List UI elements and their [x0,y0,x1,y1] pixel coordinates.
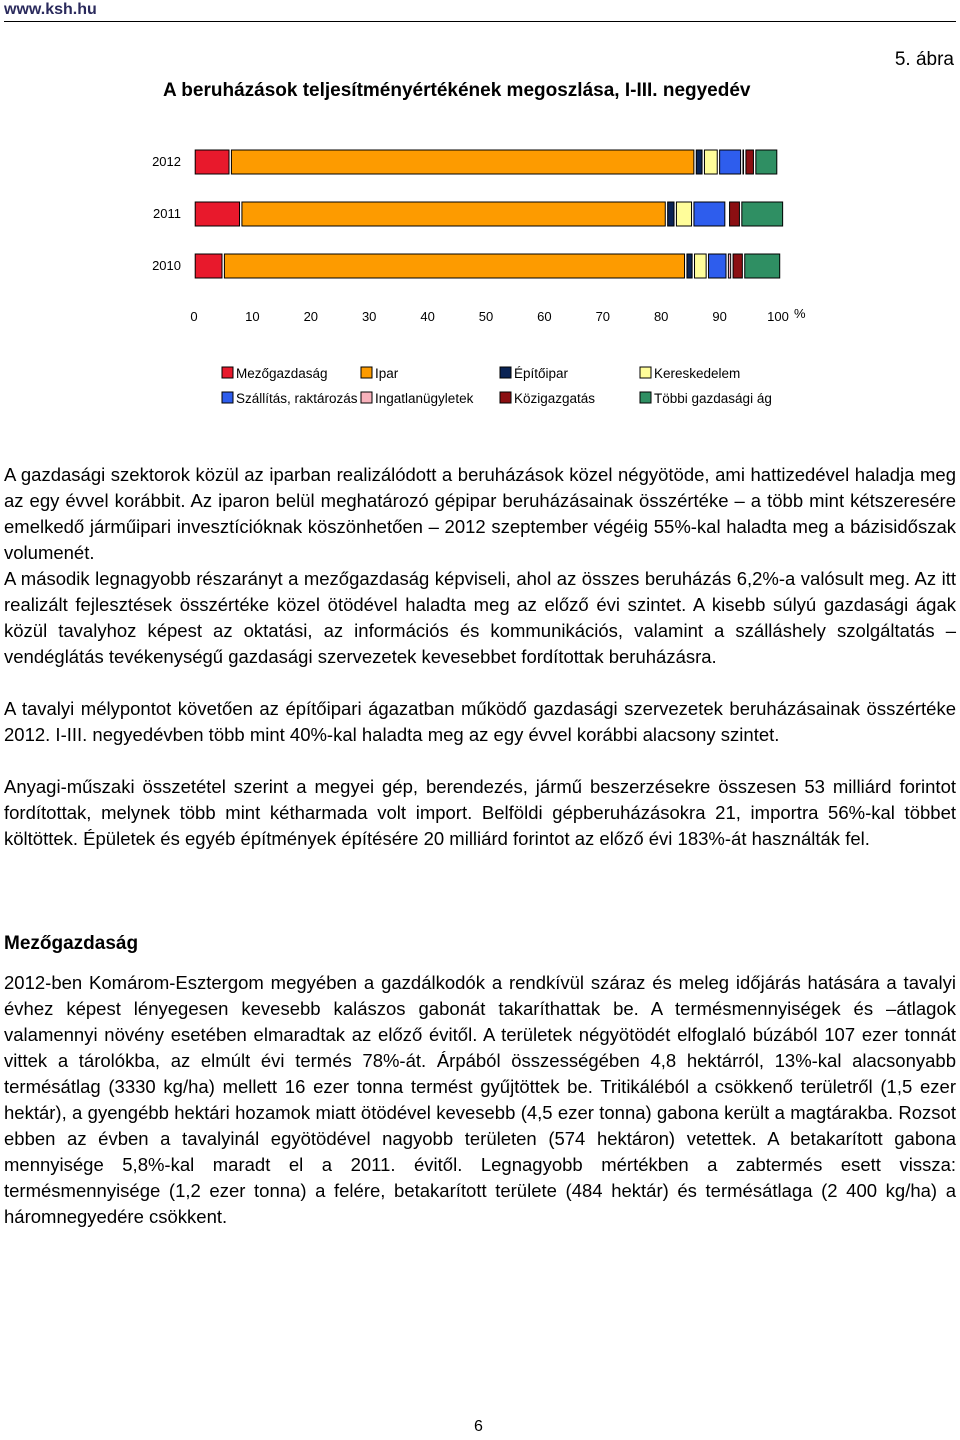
legend-label-5: Ingatlanügyletek [375,391,474,406]
bar-segment-2011-6 [730,202,740,226]
x-tick-label-40: 40 [420,309,435,324]
page-number: 6 [474,1418,483,1435]
x-tick-label-90: 90 [712,309,727,324]
bar-segment-2010-7 [745,254,780,278]
x-tick-label-20: 20 [303,309,319,324]
bar-segment-2012-1 [231,150,693,174]
x-tick-label-10: 10 [245,309,260,324]
paragraph-2: A második legnagyobb részarányt a mezőgazdaság képviseli, ahol az összes beruházás 6,2%-a valósult meg. Az itt realizált fejlesztések összértéke közel ötödével haladta meg az előző évi szintet. A kisebb súlyú gazdasági ágak közül tavalyhoz képest az oktatási, az információs és kommunikációs, valamint a szálláshely szolgáltatás – vendéglátás tevékenységű gazdasági szervezetek kevesebbet fordítottak beruházásra. [4,568,956,667]
bar-segment-2012-5 [743,150,744,174]
legend-label-2: Építőipar [514,366,569,381]
bar-segment-2011-3 [676,202,691,226]
x-tick-label-30: 30 [361,309,377,324]
bar-segment-2011-2 [668,202,674,226]
legend-swatch-4 [222,392,233,403]
figure-number: 5. ábra [894,49,954,70]
legend-swatch-1 [361,367,372,378]
chart-title: A beruházások teljesítményértékének megoszlása, I-III. negyedév [163,80,751,101]
x-tick-label-0: 0 [190,309,198,324]
x-tick-label-50: 50 [478,309,494,324]
header-rule [4,21,956,22]
category-label-2011: 2011 [153,206,181,221]
paragraph-3: A tavalyi mélypontot követően az építőipari ágazatban működő gazdasági szervezetek beruházásainak összértéke 2012. I-III. negyedévben több mint 40%-kal haladta meg az egy évvel korábbi alacsony szintet. [4,698,956,745]
site-url[interactable]: www.ksh.hu [4,1,97,18]
bar-segment-2012-6 [746,150,754,174]
bar-segment-2012-3 [704,150,717,174]
bar-segment-2010-2 [687,254,692,278]
legend-swatch-0 [222,367,233,378]
paragraph-1: A gazdasági szektorok közül az iparban realizálódott a beruházások közel négyötöde, ami hattizedével haladja meg az egy évvel korábbit. Az iparon belül meghatározó gépipar beruházásainak összértéke – a több mint kétszeresére emelkedő járműipari invesztícióknak köszönhetően – 2012 szeptember végéig 55%-kal haladta meg a bázisidőszak volumenét. [4,464,956,563]
bar-segment-2012-7 [756,150,777,174]
legend-label-1: Ipar [375,366,399,381]
bar-segment-2011-7 [742,202,783,226]
bar-segment-2010-3 [695,254,707,278]
legend-swatch-7 [640,392,651,403]
bar-segment-2012-2 [696,150,702,174]
legend-label-0: Mezőgazdaság [236,366,328,381]
category-label-2010: 2010 [152,258,181,273]
x-tick-label-80: 80 [653,309,669,324]
legend-label-3: Kereskedelem [654,366,741,381]
legend-swatch-3 [640,367,651,378]
bar-segment-2011-0 [195,202,239,226]
x-tick-label-60: 60 [537,309,552,324]
bar-segment-2010-4 [709,254,726,278]
x-unit-label: % [794,306,806,321]
legend-swatch-6 [500,392,511,403]
bar-segment-2012-0 [195,150,229,174]
bar-segment-2010-0 [195,254,222,278]
category-label-2012: 2012 [152,154,181,169]
bar-segment-2010-1 [224,254,684,278]
legend-label-7: Többi gazdasági ág [654,391,772,406]
legend-label-4: Szállítás, raktározás [236,391,358,406]
bar-segment-2010-5 [728,254,730,278]
bar-segment-2011-1 [242,202,665,226]
x-tick-label-100: 100 [767,309,789,324]
legend-swatch-5 [361,392,372,403]
stacked-bar-chart [0,130,960,430]
legend-label-6: Közigazgatás [514,391,596,406]
bar-segment-2011-4 [694,202,725,226]
section-paragraph-1: 2012-ben Komárom-Esztergom megyében a gazdálkodók a rendkívül száraz és meleg időjárás hatására a tavalyi évhez képest lényegesen kevesebb kalászos gabonát takaríthattak be. A termésmennyiségek és –átlagok valamennyi növény esetében elmaradtak az előző évitől. A területek négyötödét elfoglaló búzából 107 ezer tonnát vittek a tárolókba, az elmúlt évi termés 78%-át. Árpából összességében 4,8 hektárról, 13%-kal alacsonyabb termésátlag (3330 kg/ha) mellett 16 ezer tonna termést gyűjtöttek be. Tritikáléból a csökkenő területről (1,5 ezer hektár), a gyengébb hektári hozamok miatt ötödével kevesebb (4,5 ezer tonna) gabona került a magtárakba. Rozsot ebben az évben a tavalyinál egyötödével nagyobb területen (574 hektáron) vetettek. A betakarított gabona mennyisége 5,8%-kal maradt el a 2011. évitől. Legnagyobb mértékben a zabtermés esett vissza: termésmennyisége (1,2 ezer tonna) a felére, betakarított területe (484 hektár) és termésátlaga (2 400 kg/ha) a háromnegyedére csökkent. [4,972,956,1227]
x-tick-label-70: 70 [595,309,611,324]
paragraph-4: Anyagi-műszaki összetétel szerint a megyei gép, berendezés, jármű beszerzésekre összesen 53 milliárd forintot fordítottak, melynek több mint kétharmada volt import. Belföldi gépberuházásokra 21, importra 56%-kal többet költöttek. Épületek és egyéb építmények építésére 20 milliárd forintot az előző évi 183%-át használták fel. [4,776,956,849]
legend-swatch-2 [500,367,511,378]
bar-segment-2010-6 [733,254,742,278]
bar-segment-2012-4 [720,150,741,174]
section-heading-mezogazdasag: Mezőgazdaság [4,933,139,954]
